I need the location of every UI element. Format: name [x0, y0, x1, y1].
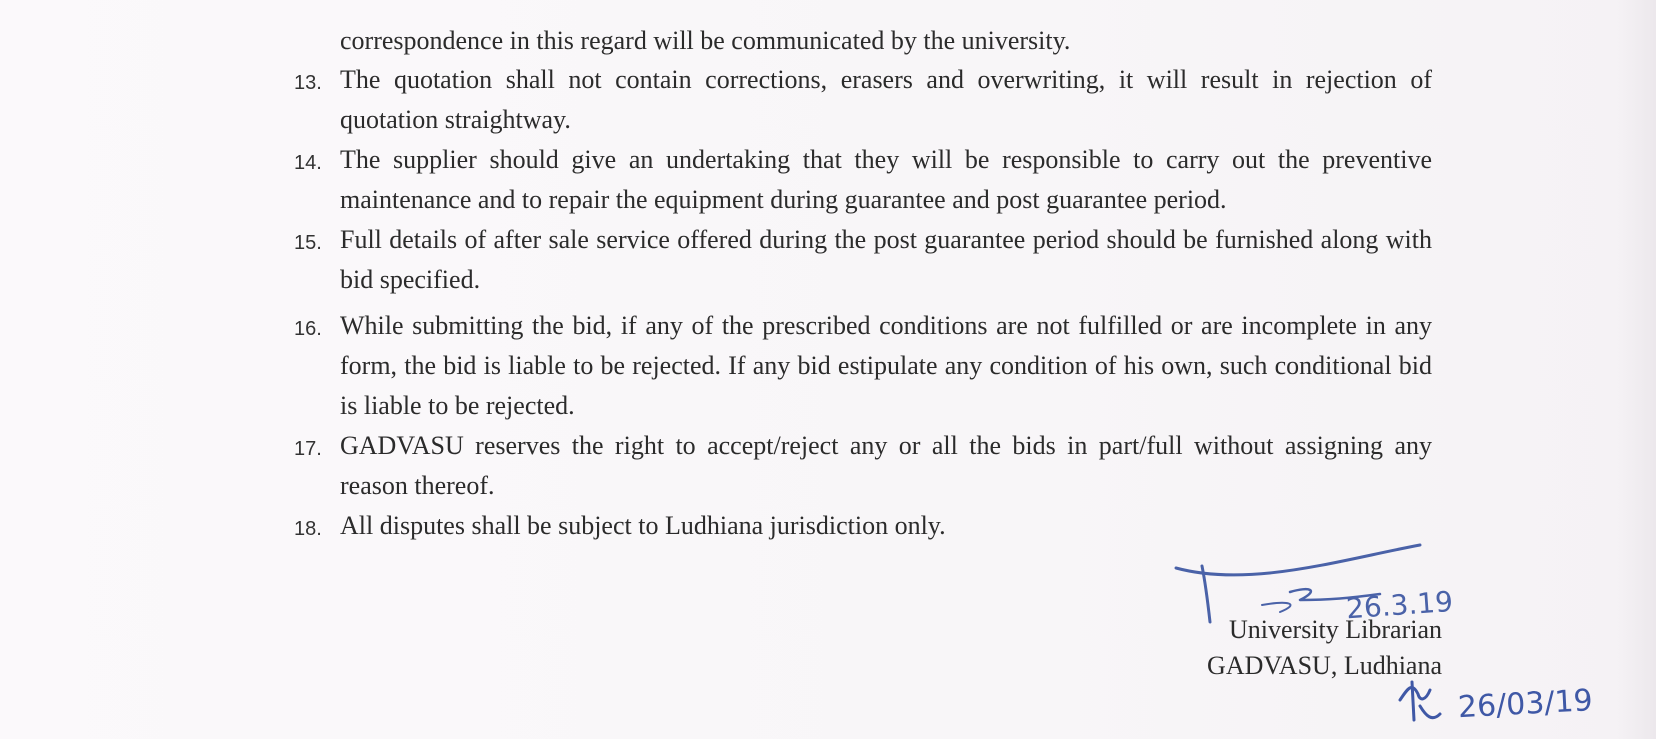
item-text: GADVASU reserves the right to accept/reject any or all the bids in part/full without assigning any reason thereof. [340, 431, 1432, 500]
item-text: Full details of after sale service offered during the post guarantee period should be furnished along with bid specified. [340, 225, 1432, 294]
list-item-17 [294, 426, 1432, 506]
item-text: The quotation shall not contain corrections, erasers and overwriting, it will result in rejection of quotation straightway. [340, 65, 1432, 134]
list-item-18 [294, 506, 1432, 546]
list-item-15 [294, 220, 1432, 300]
signatory-title: University Librarian [1229, 615, 1442, 644]
item-number: 18. [294, 518, 322, 540]
item-number: 15. [294, 232, 322, 254]
page-edge-shadow [1616, 0, 1656, 739]
item-text: All disputes shall be subject to Ludhiana jurisdiction only. [340, 511, 946, 540]
item-number: 13. [294, 72, 322, 94]
item-text: The supplier should give an undertaking that they will be responsible to carry out the preventive maintenance and to repair the equipment during guarantee and post guarantee period. [340, 145, 1432, 214]
item-text: While submitting the bid, if any of the prescribed conditions are not fulfilled or are incomplete in any form, the bid is liable to be rejected. If any bid estipulate any condition of his own, such conditional bid is liable to be rejected. [340, 311, 1432, 420]
document-body [294, 22, 1432, 546]
list-item-16 [294, 306, 1432, 426]
signatory-organization: GADVASU, Ludhiana [1207, 651, 1442, 680]
handwritten-date-1: 26.3.19 [1345, 584, 1454, 626]
item-number: 14. [294, 152, 322, 174]
list-item-14 [294, 140, 1432, 220]
handwritten-date-2: 26/03/19 [1457, 683, 1594, 726]
continuation-text: correspondence in this regard will be communicated by the university. [340, 26, 1071, 55]
item-number: 16. [294, 318, 322, 340]
signatory-block [1207, 612, 1442, 684]
list-item-13 [294, 60, 1432, 140]
item-number: 17. [294, 438, 322, 460]
